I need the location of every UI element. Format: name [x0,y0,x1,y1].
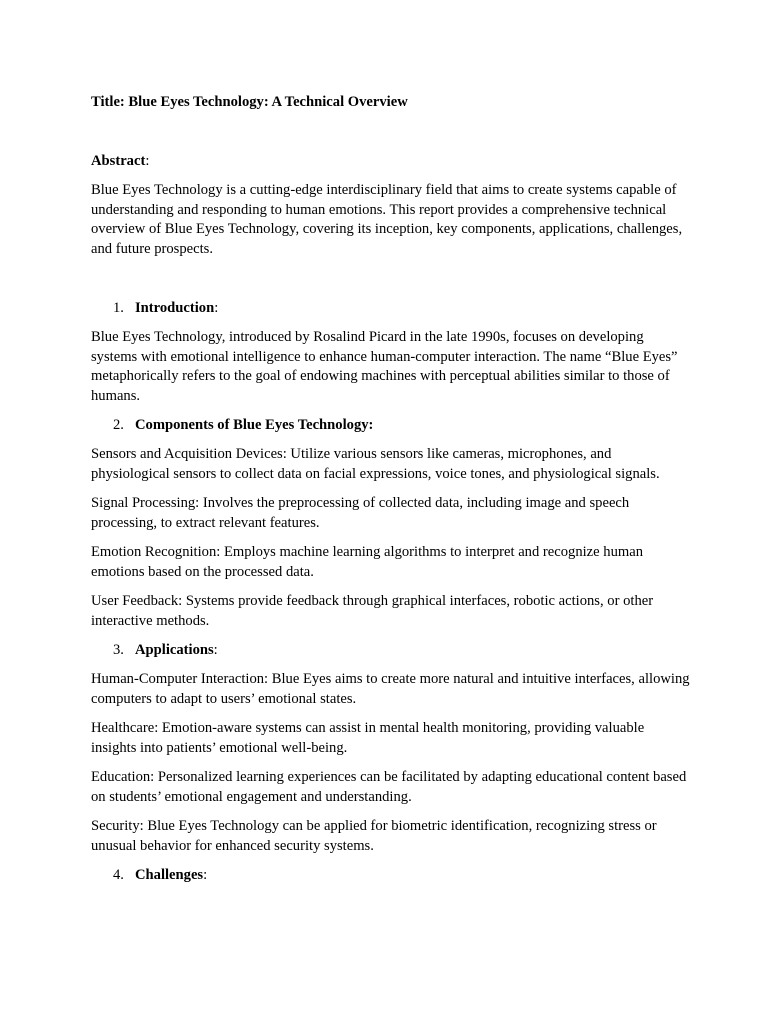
paragraph-user-feedback: User Feedback: Systems provide feedback through graphical interfaces, robotic actions, or other interactive methods. [91,593,654,629]
paragraph-healthcare: Healthcare: Emotion-aware systems can assist in mental health monitoring, providing valuable insights into patients’ emotional well-being. [91,720,645,756]
section-heading-introduction [113,299,218,318]
section-heading-suffix: : [214,300,219,316]
paragraph-emotion-recognition: Emotion Recognition: Employs machine learning algorithms to interpret and recognize human emotions based on the processed data. [91,544,643,580]
abstract-text: Blue Eyes Technology is a cutting-edge interdisciplinary field that aims to create systems capable of understanding and responding to human emotions. This report provides a comprehensive technical overview of Blue Eyes Technology, covering its inception, key components, applications, challenges, and future prospects. [91,182,683,257]
abstract-heading [91,152,149,171]
section-number: 1. [113,300,124,316]
paragraph-hci: Human-Computer Interaction: Blue Eyes aims to create more natural and intuitive interfaces, allowing computers to adapt to users’ emotional states. [91,671,690,707]
section-heading-suffix: : [213,642,218,658]
section-number: 2. [113,417,124,433]
section-heading-label: Components of Blue Eyes Technology: [135,417,374,433]
paragraph-education: Education: Personalized learning experiences can be facilitated by adapting educational content based on students’ emotional engagement and understanding. [91,769,687,805]
section-heading-components [113,416,373,435]
section-number: 4. [113,867,124,883]
section-heading-challenges [113,866,207,885]
section-heading-label: Challenges [135,867,204,883]
paragraph-sensors: Sensors and Acquisition Devices: Utilize various sensors like cameras, microphones, and physiological sensors to collect data on facial expressions, voice tones, and physiological signals. [91,446,660,482]
section-heading-label: Introduction [135,300,215,316]
document-title: Title: Blue Eyes Technology: A Technical Overview [91,94,408,110]
paragraph-signal-processing: Signal Processing: Involves the preprocessing of collected data, including image and speech processing, to extract relevant features. [91,495,630,531]
abstract-heading-colon: : [145,153,150,169]
section-heading-suffix: : [203,867,208,883]
abstract-heading-label: Abstract [91,153,146,169]
section-heading-applications [113,641,218,660]
paragraph-introduction: Blue Eyes Technology, introduced by Rosalind Picard in the late 1990s, focuses on developing systems with emotional intelligence to enhance human-computer interaction. The name “Blue Eyes” metaphorically refers to the goal of endowing machines with perceptual abilities similar to those of humans. [91,329,678,404]
section-heading-label: Applications [135,642,214,658]
paragraph-security: Security: Blue Eyes Technology can be applied for biometric identification, recognizing stress or unusual behavior for enhanced security systems. [91,818,657,854]
section-number: 3. [113,642,124,658]
